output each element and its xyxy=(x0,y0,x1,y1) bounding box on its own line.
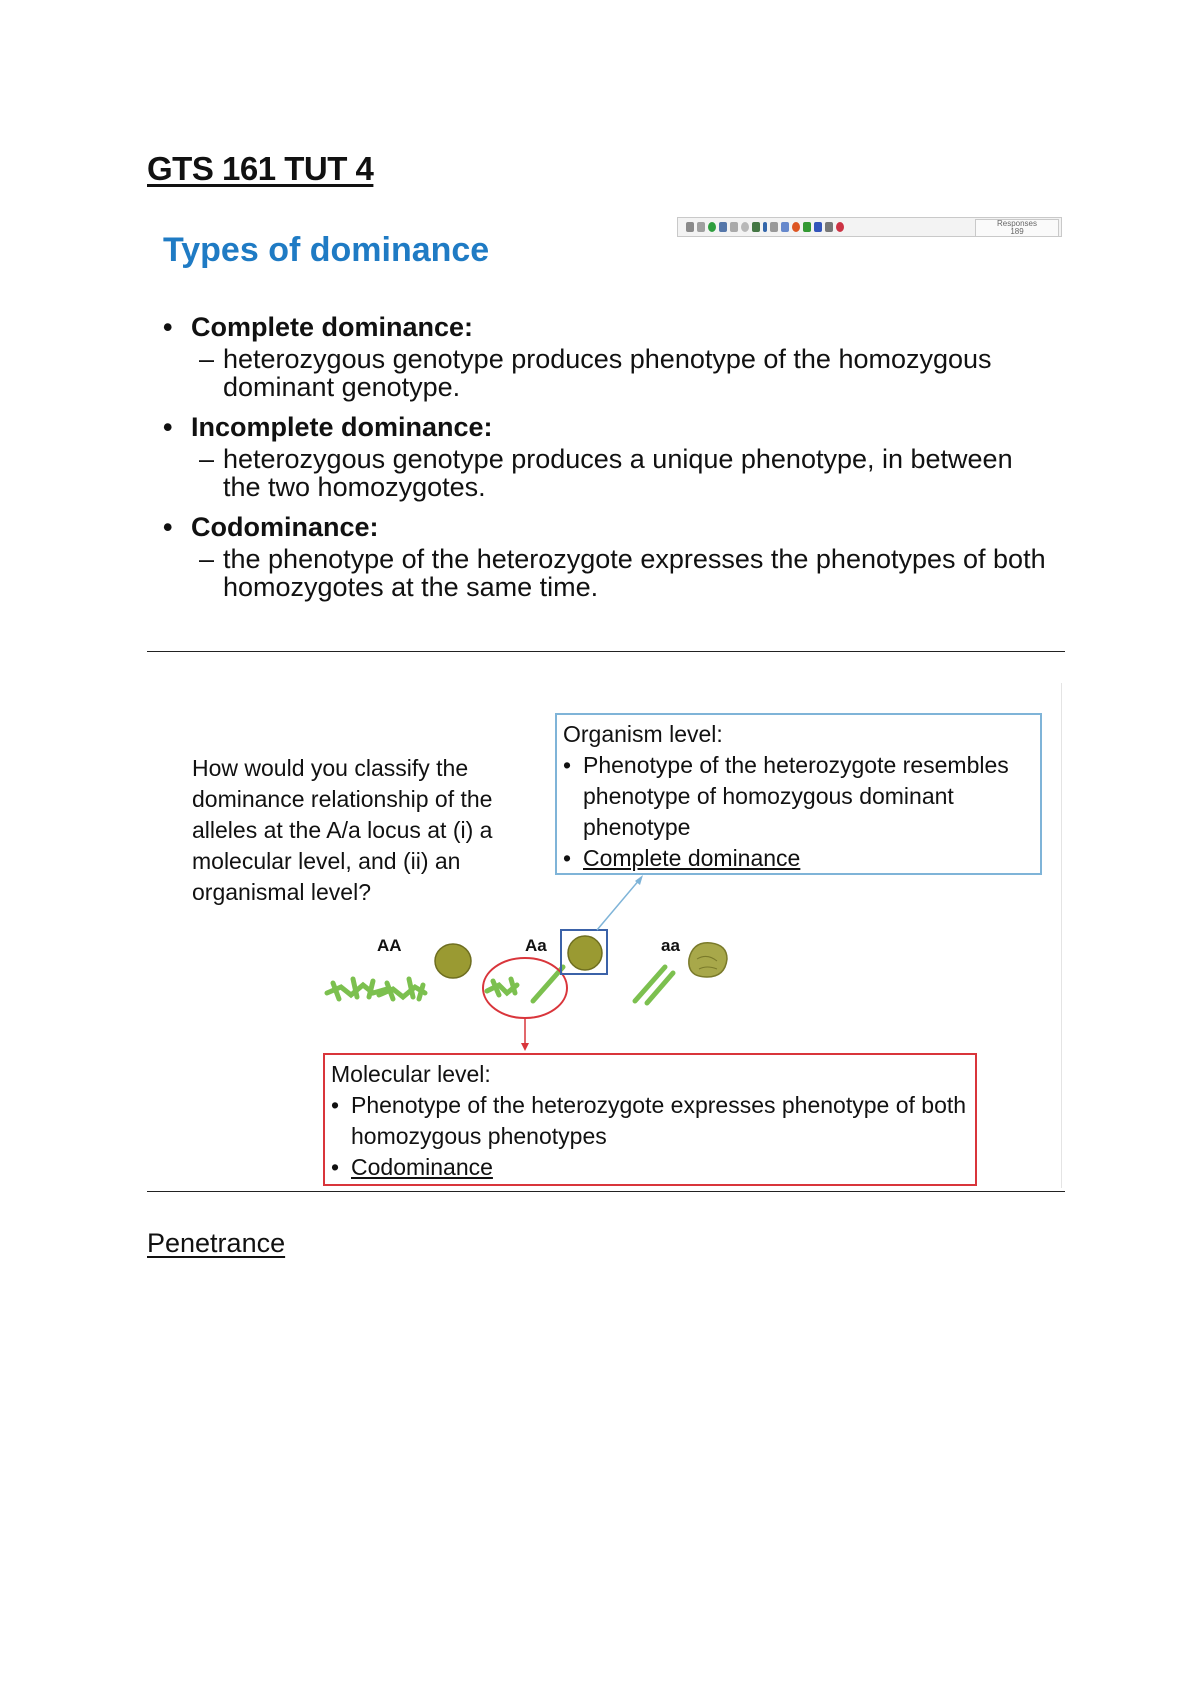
refresh-icon xyxy=(708,222,716,232)
wrinkled-pea-aa xyxy=(689,943,727,977)
bullet-detail: – heterozygous genotype produces phenotype of the homozygous dominant genotype. xyxy=(199,344,992,402)
list-icon xyxy=(781,222,789,232)
bullet-detail: – heterozygous genotype produces a unique phenotype, in between the two homozygotes. xyxy=(199,444,1013,502)
starch-grains-Aa xyxy=(487,967,563,1001)
bullet-detail: – the phenotype of the heterozygote expresses the phenotypes of both homozygotes at the same time. xyxy=(199,544,1046,602)
clock-icon xyxy=(741,222,749,232)
stack-icon xyxy=(792,222,800,232)
tools-icon xyxy=(825,222,833,232)
pen-icon xyxy=(697,222,705,232)
genotype-label-Aa: Aa xyxy=(525,936,547,955)
monitor-icon xyxy=(814,222,822,232)
round-pea-AA xyxy=(435,944,471,978)
genotype-label-AA: AA xyxy=(377,936,402,955)
starch-grains-AA xyxy=(327,979,425,999)
users-icon xyxy=(719,222,727,232)
slide-edge xyxy=(1061,683,1062,1188)
organism-level-answer: Complete dominance xyxy=(583,845,801,871)
molecular-level-box: Molecular level: • Phenotype of the heterozygote expresses phenotype of both homozygous phenotypes • Codominance xyxy=(323,1053,977,1186)
starch-grains-aa xyxy=(635,967,673,1003)
organism-arrow xyxy=(597,879,640,930)
molecular-level-point: Phenotype of the heterozygote expresses phenotype of both homozygous phenotypes xyxy=(351,1092,967,1149)
bullet-codominance: • Codominance: xyxy=(163,512,379,542)
info-icon xyxy=(763,222,767,232)
dominance-bullet-list xyxy=(163,313,1053,601)
slide-types-of-dominance xyxy=(147,205,1065,625)
bullet-incomplete-dominance: • Incomplete dominance: xyxy=(163,412,493,442)
section-title-penetrance: Penetrance xyxy=(147,1228,286,1258)
bar-chart-icon xyxy=(803,222,811,232)
organism-level-box: Organism level: • Phenotype of the heterozygote resembles phenotype of homozygous dominant phenotype • Complete dominance xyxy=(555,713,1042,875)
genotype-label-aa: aa xyxy=(661,936,680,955)
molecular-level-heading: Molecular level: xyxy=(331,1061,491,1087)
organism-level-heading: Organism level: xyxy=(563,721,723,747)
grid-icon xyxy=(730,222,738,232)
help-icon xyxy=(836,222,844,232)
round-pea-Aa xyxy=(568,936,602,970)
molecular-level-answer: Codominance xyxy=(351,1154,493,1180)
page-title: GTS 161 TUT 4 xyxy=(147,150,374,187)
divider xyxy=(147,651,1065,652)
slide-pea-dominance-example xyxy=(147,683,1062,1188)
responses-counter: Responses 189 xyxy=(975,219,1059,237)
chart-icon xyxy=(752,222,760,232)
organism-level-point: Phenotype of the heterozygote resembles phenotype of homozygous dominant phenotype xyxy=(583,752,1009,840)
bullet-complete-dominance: • Complete dominance: xyxy=(163,312,474,342)
divider xyxy=(147,1191,1065,1192)
settings-icon xyxy=(770,222,778,232)
question-text: How would you classify the dominance relationship of the alleles at the A/a locus at (i) a molecular level, and (ii) an organismal level? xyxy=(192,755,493,905)
slide-heading: Types of dominance xyxy=(163,231,490,269)
share-icon xyxy=(686,222,694,232)
presentation-toolbar xyxy=(677,217,1062,237)
